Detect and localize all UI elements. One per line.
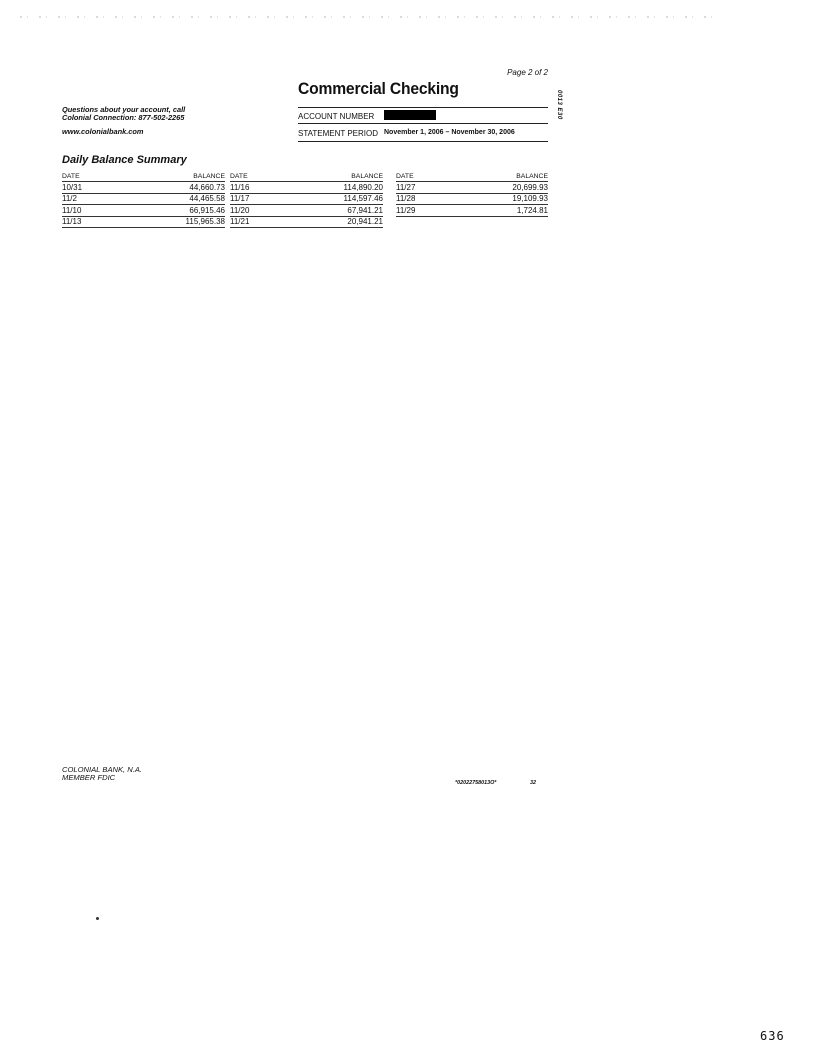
- table-header: [230, 172, 383, 182]
- table-row: [62, 205, 225, 217]
- table-row: [396, 205, 548, 217]
- row-balance: 20,941.21: [347, 217, 383, 227]
- divider: [298, 141, 548, 142]
- account-number-label: ACCOUNT NUMBER: [298, 112, 375, 121]
- scan-number: 32: [530, 780, 536, 786]
- date-header: DATE: [230, 173, 248, 180]
- contact-line-2: Colonial Connection: 877-502-2265: [62, 113, 185, 122]
- row-balance: 20,699.93: [512, 182, 548, 192]
- scan-noise-line: [20, 16, 720, 18]
- row-balance: 115,965.38: [185, 217, 225, 227]
- divider: [298, 123, 548, 124]
- website-link[interactable]: www.colonialbank.com: [62, 127, 144, 136]
- page-title: Commercial Checking: [298, 79, 459, 98]
- row-date: 10/31: [62, 182, 83, 192]
- row-date: 11/13: [62, 217, 82, 227]
- row-date: 11/21: [230, 217, 250, 227]
- table-row: [62, 194, 225, 206]
- bank-name: COLONIAL BANK, N.A.: [62, 765, 143, 774]
- row-balance: 67,941.21: [347, 205, 383, 215]
- row-balance: 114,890.20: [343, 182, 383, 192]
- row-balance: 44,660.73: [189, 182, 225, 192]
- date-header: DATE: [62, 173, 80, 180]
- table-row: [230, 194, 383, 206]
- table-row: [230, 205, 383, 217]
- table-row: [230, 182, 383, 194]
- balance-header: BALANCE: [351, 173, 383, 180]
- side-code: 0013 E30: [556, 90, 562, 120]
- row-date: 11/27: [396, 182, 416, 192]
- bank-footer: [62, 766, 142, 782]
- row-balance: 44,465.58: [189, 194, 225, 204]
- row-date: 11/10: [62, 205, 82, 215]
- balance-table-2: [230, 172, 383, 228]
- contact-info: [62, 106, 185, 122]
- member-fdic: MEMBER FDIC: [62, 773, 116, 782]
- row-balance: 114,597.46: [343, 194, 383, 204]
- row-date: 11/16: [230, 182, 250, 192]
- row-balance: 66,915.46: [189, 205, 225, 215]
- scan-speck: [96, 917, 99, 920]
- account-number-redacted: [384, 110, 436, 120]
- row-balance: 19,109.93: [512, 194, 548, 204]
- table-row: [62, 217, 225, 229]
- table-row: [396, 194, 548, 206]
- table-header: [396, 172, 548, 182]
- balance-header: BALANCE: [516, 173, 548, 180]
- table-row: [396, 182, 548, 194]
- balance-table-3: [396, 172, 548, 217]
- page-indicator: Page 2 of 2: [507, 68, 548, 77]
- daily-balance-title: Daily Balance Summary: [62, 154, 187, 166]
- row-date: 11/17: [230, 194, 250, 204]
- date-header: DATE: [396, 173, 414, 180]
- row-date: 11/20: [230, 205, 250, 215]
- table-header: [62, 172, 225, 182]
- table-row: [230, 217, 383, 229]
- page-stamp: 636: [760, 1029, 785, 1043]
- balance-header: BALANCE: [193, 173, 225, 180]
- row-balance: 1,724.81: [516, 205, 548, 215]
- row-date: 11/28: [396, 194, 416, 204]
- balance-table-1: [62, 172, 225, 228]
- table-row: [62, 182, 225, 194]
- scan-id: *02022758013O*: [455, 780, 497, 786]
- row-date: 11/2: [62, 194, 77, 204]
- contact-line-1: Questions about your account, call: [62, 105, 186, 114]
- statement-period-value: November 1, 2006 – November 30, 2006: [384, 129, 515, 136]
- row-date: 11/29: [396, 205, 416, 215]
- divider: [298, 107, 548, 108]
- statement-period-label: STATEMENT PERIOD: [298, 129, 379, 138]
